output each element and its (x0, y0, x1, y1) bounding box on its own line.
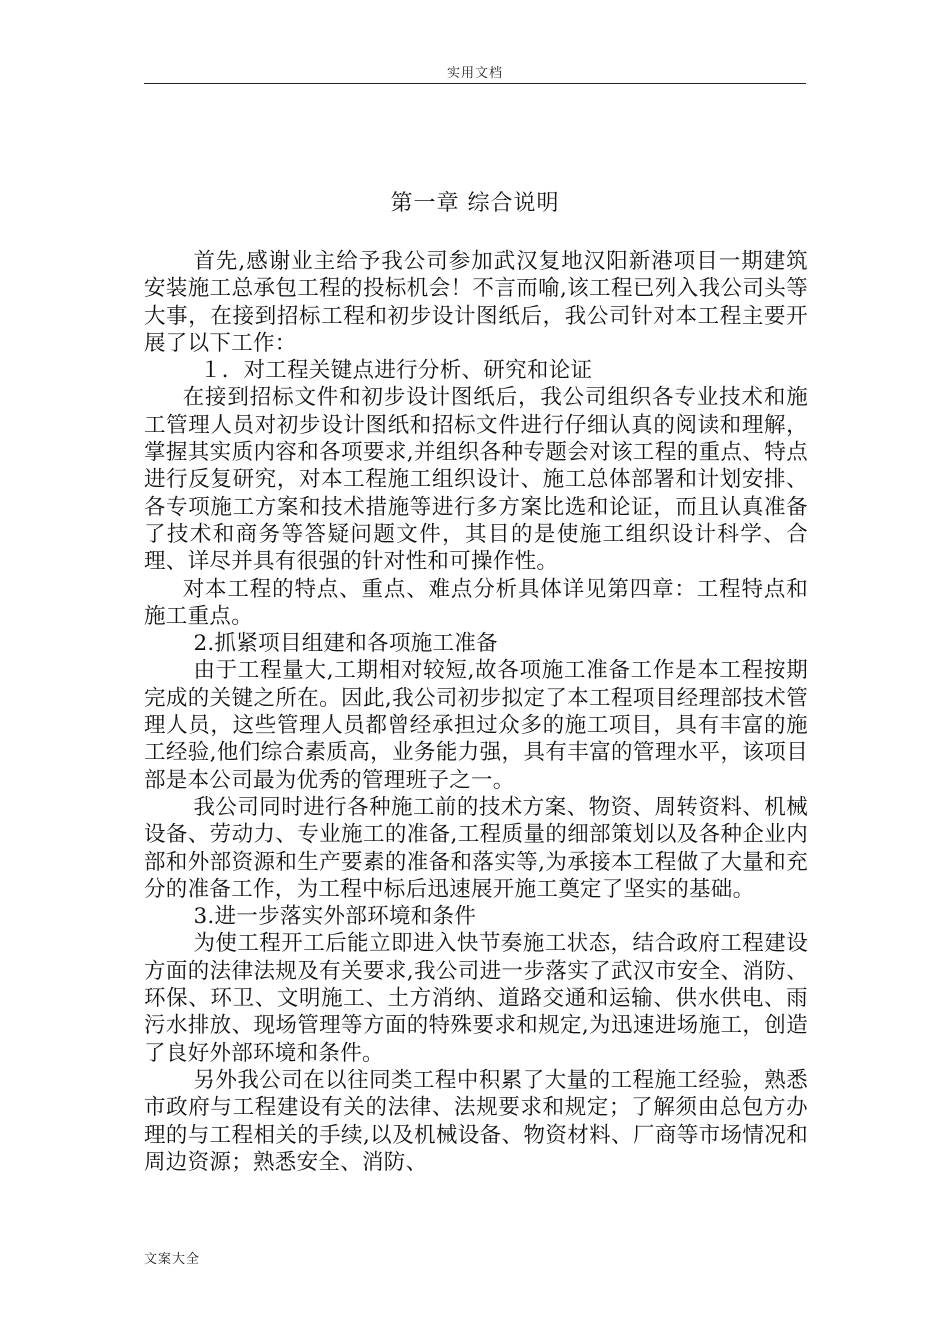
header-divider (144, 83, 806, 84)
section-heading-1: １．对工程关键点进行分析、研究和论证 (199, 358, 593, 384)
paragraph-experience: 另外我公司在以往同类工程中积累了大量的工程施工经验，熟悉市政府与工程建设有关的法律、法规要求和规定；了解须由总包方办理的与工程相关的手续,以及机械设备、物资材料、厂商等市场情况和周边资源；熟悉安全、消防、 (144, 1067, 808, 1175)
paragraph-preparation: 我公司同时进行各种施工前的技术方案、物资、周转资料、机械设备、劳动力、专业施工的准备,工程质量的细部策划以及各种企业内部和外部资源和生产要素的准备和落实等,为承接本工程做了大量和充分的准备工作，为工程中标后迅速展开施工奠定了坚实的基础。 (144, 794, 808, 902)
paragraph-project-team: 由于工程量大,工期相对较短,故各项施工准备工作是本工程按期完成的关键之所在。因此,我公司初步拟定了本工程项目经理部技术管理人员，这些管理人员都曾经承担过众多的施工项目，具有丰富的施工经验,他们综合素质高，业务能力强，具有丰富的管理水平，该项目部是本公司最为优秀的管理班子之一。 (144, 658, 808, 793)
document-body (144, 248, 808, 1176)
chapter-title: 第一章 综合说明 (390, 191, 560, 216)
section-heading-3: 3.进一步落实外部环境和条件 (193, 904, 477, 930)
section-heading-2: 2.抓紧项目组建和各项施工准备 (193, 631, 498, 657)
page-footer: 文案大全 (144, 1252, 201, 1267)
paragraph-environment: 为使工程开工后能立即进入快节奏施工状态，结合政府工程建设方面的法律法规及有关要求,我公司进一步落实了武汉市安全、消防、环保、环卫、文明施工、土方消纳、道路交通和运输、供水供电、雨污水排放、现场管理等方面的特殊要求和规定,为迅速进场施工，创造了良好外部环境和条件。 (144, 931, 808, 1066)
paragraph-analysis: 在接到招标文件和初步设计图纸后，我公司组织各专业技术和施工管理人员对初步设计图纸和招标文件进行仔细认真的阅读和理解，掌握其实质内容和各项要求,并组织各种专题会对该工程的重点、特点进行反复研究，对本工程施工组织设计、施工总体部署和计划安排、各专项施工方案和技术措施等进行多方案比选和论证，而且认真准备了技术和商务等答疑问题文件，其目的是使施工组织设计科学、合理、详尽并具有很强的针对性和可操作性。 (144, 385, 808, 575)
paragraph-reference: 对本工程的特点、重点、难点分析具体详见第四章：工程特点和施工重点。 (144, 576, 808, 629)
page-header: 实用文档 (446, 66, 503, 81)
paragraph-intro: 首先,感谢业主给予我公司参加武汉复地汉阳新港项目一期建筑安装施工总承包工程的投标机会！不言而喻,该工程已列入我公司头等大事，在接到招标工程和初步设计图纸后，我公司针对本工程主要开展了以下工作： (144, 249, 808, 356)
